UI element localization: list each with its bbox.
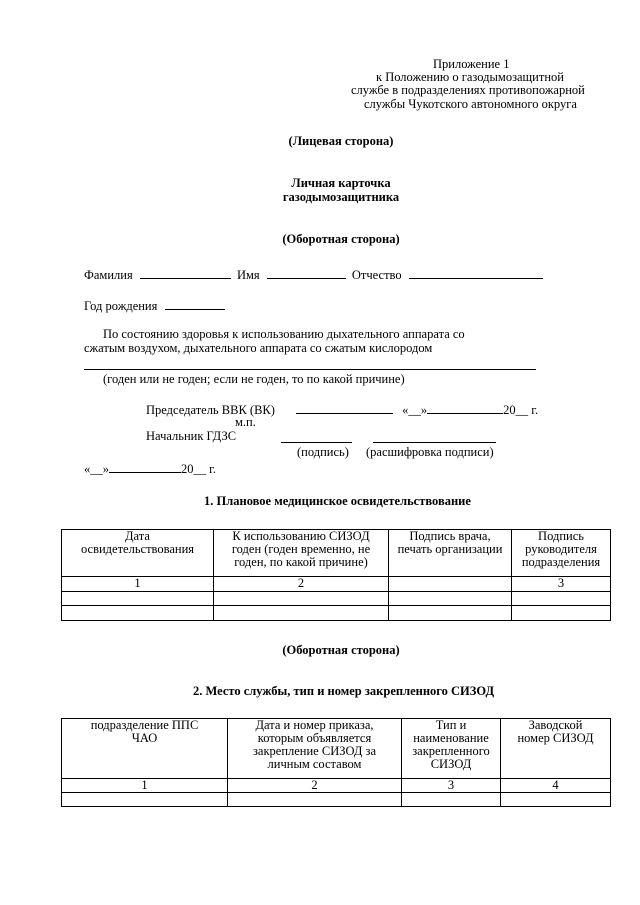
table-number-row (62, 779, 611, 793)
front-side-label: (Лицевая сторона) (288, 134, 394, 148)
header-text: Тип и (435, 718, 467, 732)
header-text: личным составом (267, 757, 362, 771)
back-side-label-2: (Оборотная сторона) (282, 643, 400, 657)
table-row (62, 606, 611, 621)
table-cell[interactable] (501, 793, 611, 807)
header-text: Подпись врача, (409, 529, 491, 543)
table-cell[interactable] (228, 793, 402, 807)
header-cell-serial (501, 719, 611, 779)
header-text: ЧАО (131, 731, 158, 745)
table-cell[interactable] (62, 592, 214, 606)
header-cell-doctor-signature (389, 530, 512, 577)
header-cell-fitness (214, 530, 389, 577)
table-row (62, 592, 611, 606)
chairman-date-open[interactable]: «__» (402, 403, 428, 417)
header-text: руководителя (525, 542, 597, 556)
section-1-title: 1. Плановое медицинское освидетельствование (204, 494, 471, 508)
health-line-1: По состоянию здоровья к использованию дыхательного аппарата со (103, 327, 465, 341)
header-text: Дата и номер приказа, (255, 718, 374, 732)
health-answer-line[interactable] (84, 369, 536, 370)
bottom-date-open[interactable]: «__» (84, 462, 109, 476)
table-cell[interactable] (512, 606, 611, 621)
bottom-date-month[interactable] (109, 460, 181, 473)
appendix-line-4: службы Чукотского автономного округа (364, 97, 577, 111)
header-text: печать организации (397, 542, 503, 556)
header-cell-type (402, 719, 501, 779)
chairman-row (146, 401, 538, 417)
surname-field[interactable] (140, 266, 231, 279)
appendix-line-1: Приложение 1 (433, 57, 510, 71)
table-row (62, 793, 611, 807)
header-cell-head-signature (512, 530, 611, 577)
number-cell (389, 577, 512, 592)
header-text: освидетельствования (80, 542, 195, 556)
header-text: подразделения (521, 555, 601, 569)
header-text: Заводской (528, 718, 583, 732)
table-cell[interactable] (62, 793, 228, 807)
chairman-date-year[interactable]: 20__ г. (503, 403, 539, 417)
name-label: Имя (236, 268, 260, 282)
table-header-row (62, 719, 611, 779)
back-side-label: (Оборотная сторона) (282, 232, 400, 246)
header-text: подразделение ППС (90, 718, 199, 732)
header-text: годен (годен временно, не (231, 542, 371, 556)
number-cell: 2 (214, 577, 389, 592)
number-cell: 3 (402, 779, 501, 793)
header-text: годен, по какой причине) (234, 555, 368, 569)
header-cell-order (228, 719, 402, 779)
birth-year-label: Год рождения (84, 299, 158, 313)
chief-signature-field[interactable] (281, 442, 352, 443)
appendix-line-3: службе в подразделениях противопожарной (351, 83, 585, 97)
card-title-line-2: газодымозащитника (282, 190, 400, 204)
birth-year-field[interactable] (165, 297, 225, 310)
header-text: закрепленного (412, 744, 490, 758)
stamp-label: м.п. (235, 415, 256, 429)
patronymic-field[interactable] (409, 266, 543, 279)
decode-hint: (расшифровка подписи) (366, 445, 494, 459)
header-text: закрепление СИЗОД за (252, 744, 377, 758)
number-cell: 4 (501, 779, 611, 793)
birth-year-row (84, 297, 225, 313)
medical-exam-table (61, 529, 611, 621)
chairman-label: Председатель ВВК (ВК) (146, 403, 275, 417)
number-cell: 1 (62, 577, 214, 592)
table-header-row (62, 530, 611, 577)
header-cell-unit (62, 719, 228, 779)
header-text: К использованию СИЗОД (232, 529, 370, 543)
signature-hint: (подпись) (297, 445, 349, 459)
header-text: Дата (125, 529, 150, 543)
bottom-date (84, 460, 216, 476)
header-text: наименование (413, 731, 489, 745)
header-text: СИЗОД (430, 757, 472, 771)
chairman-signature-field[interactable] (296, 401, 393, 414)
surname-label: Фамилия (84, 268, 133, 282)
surname-row (84, 266, 543, 282)
chairman-date-month[interactable] (427, 401, 503, 414)
table-cell[interactable] (214, 592, 389, 606)
health-line-2: сжатым воздухом, дыхательного аппарата со сжатым кислородом (84, 341, 433, 355)
table-cell[interactable] (389, 606, 512, 621)
name-field[interactable] (267, 266, 346, 279)
header-cell-date (62, 530, 214, 577)
chief-label: Начальник ГДЗС (146, 429, 237, 443)
table-cell[interactable] (389, 592, 512, 606)
table-cell[interactable] (214, 606, 389, 621)
patronymic-label: Отчество (351, 268, 402, 282)
card-title-line-1: Личная карточка (291, 176, 391, 190)
header-text: номер СИЗОД (517, 731, 594, 745)
header-text: которым объявляется (257, 731, 372, 745)
table-cell[interactable] (62, 606, 214, 621)
table-cell[interactable] (512, 592, 611, 606)
number-cell: 1 (62, 779, 228, 793)
number-cell: 2 (228, 779, 402, 793)
bottom-date-year[interactable]: 20__ г. (181, 462, 216, 476)
number-cell: 3 (512, 577, 611, 592)
appendix-line-2: к Положению о газодымозащитной (376, 70, 564, 84)
table-cell[interactable] (402, 793, 501, 807)
table-number-row (62, 577, 611, 592)
section-2-title: 2. Место службы, тип и номер закрепленного СИЗОД (193, 684, 495, 698)
header-text: Подпись (538, 529, 584, 543)
chief-decode-field[interactable] (373, 442, 496, 443)
health-hint: (годен или не годен; если не годен, то по какой причине) (103, 372, 405, 386)
service-place-table (61, 718, 611, 807)
